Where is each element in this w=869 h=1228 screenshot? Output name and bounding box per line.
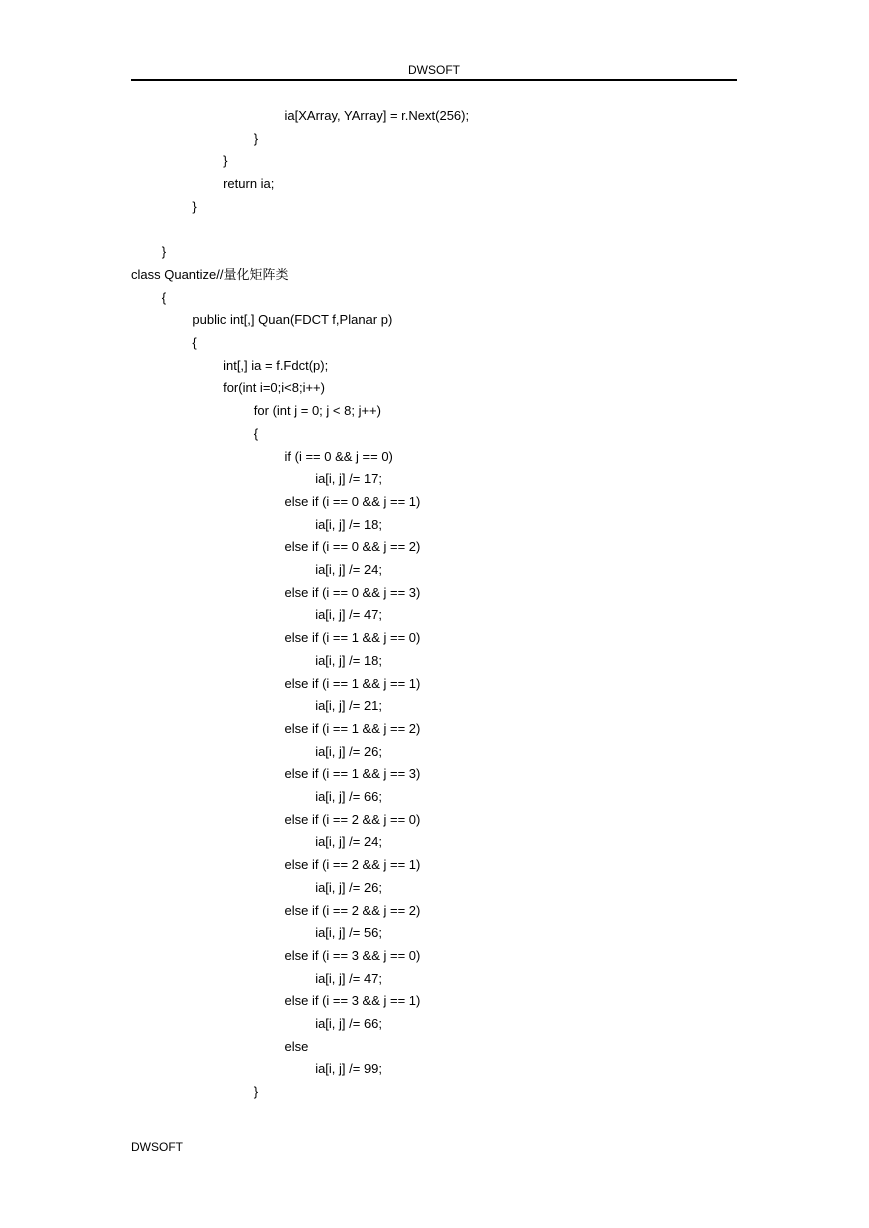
code-line: ia[i, j] /= 56; <box>315 925 383 941</box>
code-line: ia[i, j] /= 47; <box>315 970 383 986</box>
code-line: else <box>284 1038 309 1054</box>
code-line: else if (i == 2 && j == 1) <box>284 857 421 873</box>
code-line: ia[i, j] /= 99; <box>315 1061 383 1077</box>
code-line: class Quantize//量化矩阵类 <box>131 266 289 282</box>
code-line: } <box>161 244 167 260</box>
code-line: } <box>253 1084 259 1100</box>
code-line: } <box>253 130 259 146</box>
code-line: else if (i == 3 && j == 1) <box>284 993 421 1009</box>
code-line: { <box>192 335 197 350</box>
code-line: ia[i, j] /= 47; <box>315 607 383 623</box>
code-line: else if (i == 1 && j == 2) <box>284 720 421 736</box>
page-footer-title: DWSOFT <box>131 1140 183 1154</box>
code-line: { <box>253 425 259 441</box>
code-line: ia[i, j] /= 26; <box>315 879 383 895</box>
code-line: else if (i == 1 && j == 1) <box>284 675 421 691</box>
code-line: ia[i, j] /= 66; <box>315 789 383 804</box>
code-line: } <box>192 198 197 214</box>
code-line: ia[i, j] /= 18; <box>315 516 383 532</box>
code-line: ia[i, j] /= 17; <box>315 471 383 487</box>
code-line: else if (i == 1 && j == 3) <box>284 766 421 782</box>
code-line: else if (i == 3 && j == 0) <box>284 947 421 963</box>
code-line: for (int j = 0; j < 8; j++) <box>253 403 381 419</box>
code-line: for(int i=0;i<8;i++) <box>223 380 325 396</box>
code-line: ia[i, j] /= 66; <box>315 1016 383 1031</box>
header-divider <box>131 79 737 81</box>
code-line: ia[i, j] /= 24; <box>315 562 383 577</box>
code-line: else if (i == 2 && j == 2) <box>284 902 421 918</box>
code-line: ia[i, j] /= 26; <box>315 743 383 759</box>
code-line: else if (i == 2 && j == 0) <box>284 811 421 827</box>
code-line: ia[i, j] /= 24; <box>315 834 383 850</box>
page-header-title: DWSOFT <box>408 63 460 77</box>
code-line: else if (i == 0 && j == 3) <box>284 584 421 600</box>
code-line: ia[XArray, YArray] = r.Next(256); <box>284 108 470 123</box>
code-line: { <box>161 289 167 305</box>
code-line: int[,] ia = f.Fdct(p); <box>223 357 329 373</box>
code-line: if (i == 0 && j == 0) <box>284 448 393 464</box>
code-line: } <box>223 153 228 169</box>
code-line: public int[,] Quan(FDCT f,Planar p) <box>192 312 393 328</box>
code-line: ia[i, j] /= 18; <box>315 652 383 668</box>
code-line: ia[i, j] /= 21; <box>315 698 383 714</box>
code-line: else if (i == 0 && j == 2) <box>284 539 421 555</box>
code-line: else if (i == 1 && j == 0) <box>284 630 421 646</box>
code-line: else if (i == 0 && j == 1) <box>284 493 421 509</box>
code-line: return ia; <box>223 176 275 192</box>
